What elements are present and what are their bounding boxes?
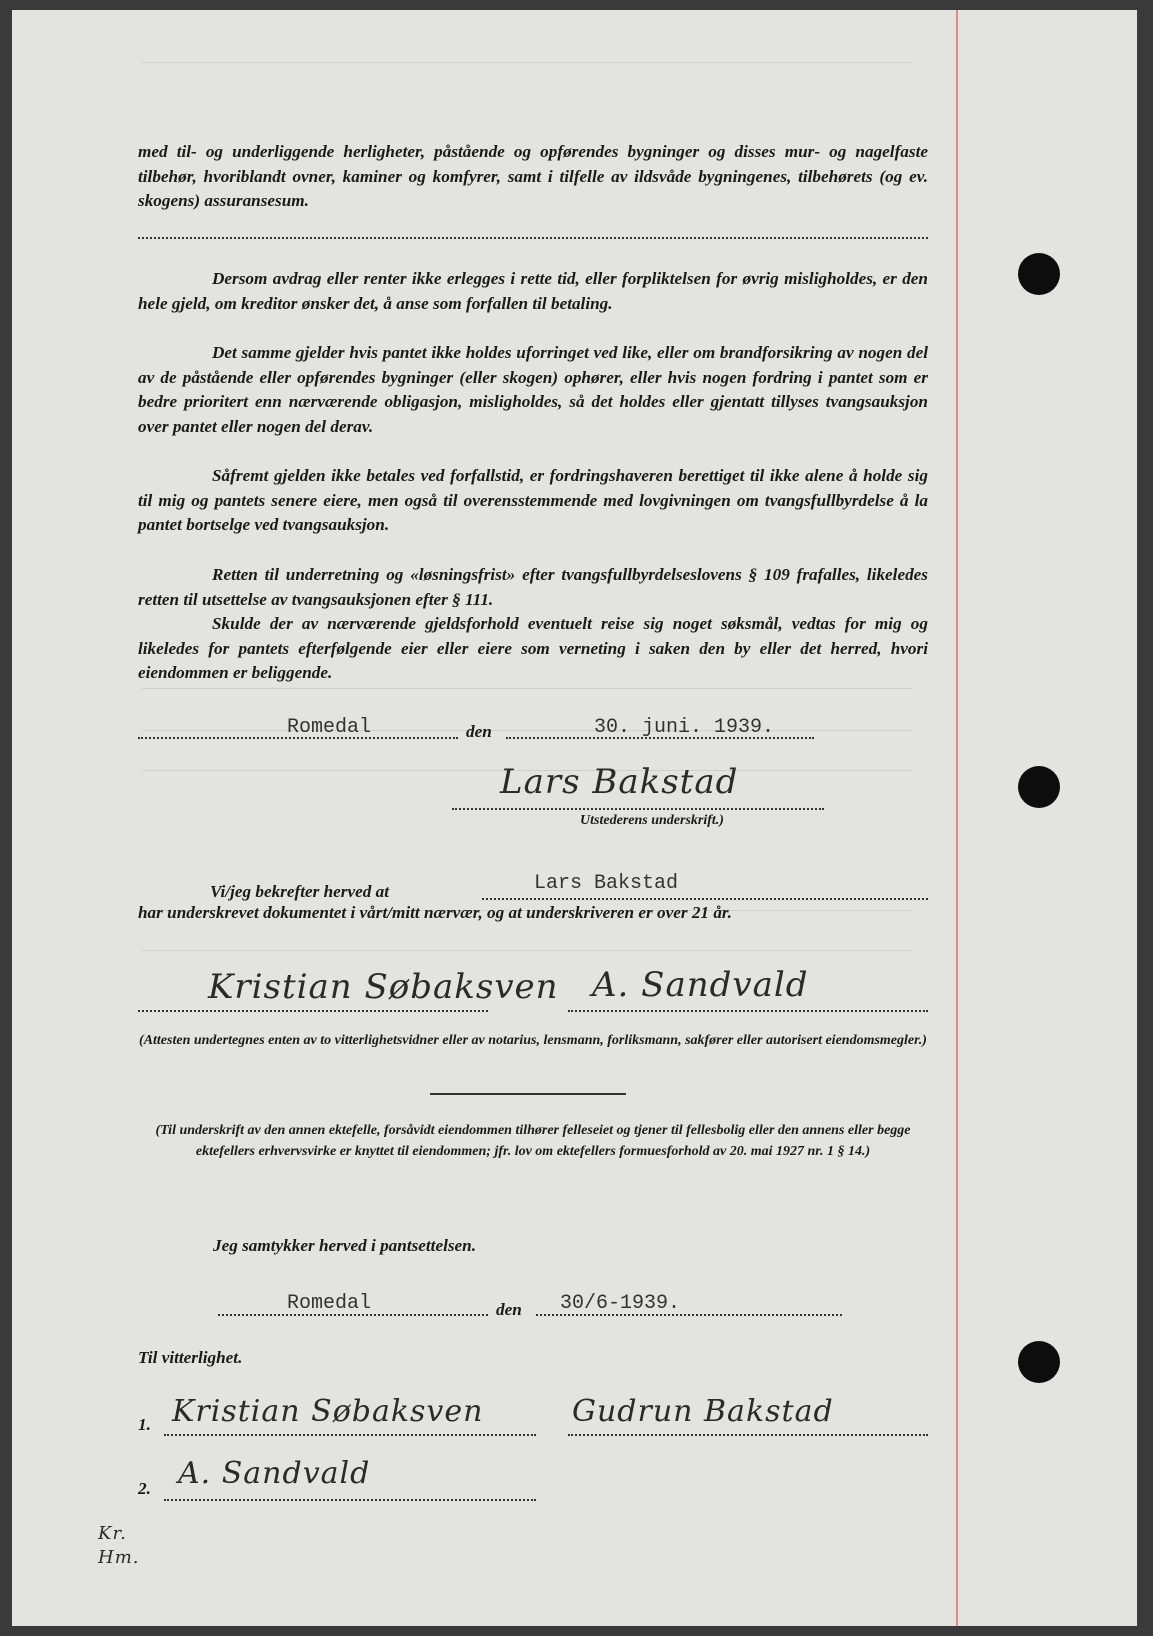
bleed-through-line xyxy=(142,62,912,63)
issuer-signature: Lars Bakstad xyxy=(500,762,739,802)
paragraph-pantet: Det samme gjelder hvis pantet ikke holdes uforringet ved like, eller om brandforsikring av nogen del av de påstående eller opførendes bygninger (eller skogen) ophører, eller hvis nogen fordring i pantet som er bedre prioritert enn nærværende obligasjon, misligholdes, så det holdes eller gjentatt tillyses tvangsauksjon over pantet eller nogen del derav. xyxy=(138,343,928,436)
document-page xyxy=(12,10,1137,1626)
place-value: Romedal xyxy=(287,716,372,739)
paragraph-losningsfrist: Retten til underretning og «løsningsfrist» efter tvangsfullbyrdelseslovens § 109 frafalles, likeledes retten til utsettelse av tvangsauksjonen efter § 111. xyxy=(138,565,928,609)
witness-num-2: 2. xyxy=(138,1479,151,1498)
paragraph-avdrag: Dersom avdrag eller renter ikke erlegges i rette tid, eller forpliktelsen for øvrig misligholdes, er den hele gjeld, om kreditor ønsker det, å anse som forfallen til betaling. xyxy=(138,269,928,313)
witness-heading: Til vitterlighet. xyxy=(138,1348,243,1367)
spouse-signature: Gudrun Bakstad xyxy=(572,1394,834,1429)
witness-signature-2: A. Sandvald xyxy=(592,965,809,1005)
den2-label: den xyxy=(496,1300,522,1319)
confirm-dotline xyxy=(482,898,928,900)
witness-signature-1: Kristian Søbaksven xyxy=(208,967,559,1007)
punch-hole xyxy=(1018,1341,1060,1383)
paragraph-forfallstid: Såfremt gjelden ikke betales ved forfallstid, er fordringshaveren berettiget til ikke alene å holde sig til mig og pantets senere eiere, men også til overensstemmende med lovgivningen om tvangsfullbyrdelse å la pantet bortselge ved tvangsauksjon. xyxy=(138,466,928,534)
spouse-caption: (Til underskrift av den annen ektefelle, forsåvidt eiendommen tilhører felleseiet og tjener til fellesbolig eller den annens eller begge ektefellers erhvervsvirke er knyttet til eiendommen; jfr. lov om ektefellers formuesforhold av 20. mai 1927 nr. 1 § 14.) xyxy=(155,1123,911,1159)
den-label: den xyxy=(466,722,492,741)
confirm-name: Lars Bakstad xyxy=(534,872,679,895)
confirm-prefix: Vi/jeg bekrefter herved at xyxy=(210,882,389,901)
spouse-dotline xyxy=(568,1434,928,1436)
attest-caption: (Attesten undertegnes enten av to vitterlighetsvidner eller av notarius, lensmann, forliksmann, sakfører eller autorisert eiendomsmegler.) xyxy=(139,1033,927,1048)
witness-line2-dotline xyxy=(164,1499,536,1501)
separator-dotted xyxy=(138,237,928,239)
date-value: 30. juni. 1939. xyxy=(594,716,775,739)
punch-hole xyxy=(1018,766,1060,808)
paragraph-herligheter: med til- og underliggende herligheter, påstående og opførendes bygninger og disses mur- og nagelfaste tilbehør, hvoriblandt ovner, kaminer og komfyrer, samt i tilfelle av ildsvåde bygningenes, tilbehørets (og ev. skogens) assuransesum. xyxy=(138,142,928,210)
spouse-signature-line xyxy=(430,1093,626,1095)
red-margin-line xyxy=(956,10,958,1626)
margin-initials: Kr. Hm. xyxy=(98,1523,140,1568)
witness-line2-signature: A. Sandvald xyxy=(178,1456,371,1491)
date2-value: 30/6-1939. xyxy=(560,1292,681,1315)
place2-value: Romedal xyxy=(287,1292,372,1315)
consent-text: Jeg samtykker herved i pantsettelsen. xyxy=(213,1236,477,1255)
issuer-caption: Utstederens underskrift.) xyxy=(580,813,724,828)
witness-dotline-1 xyxy=(138,1010,488,1012)
bleed-through-line xyxy=(142,730,912,731)
witness-dotline-2 xyxy=(568,1010,928,1012)
paragraph-verneting: Skulde der av nærværende gjeldsforhold eventuelt reise sig noget søksmål, vedtas for mig og likeledes for pantets efterfølgende eier eller eiere som verneting i saken den by eller det herred, hvori eiendommen er beliggende. xyxy=(138,614,928,682)
witness-num-1: 1. xyxy=(138,1415,151,1434)
confirm-rest: har underskrevet dokumentet i vårt/mitt nærvær, og at underskriveren er over 21 år. xyxy=(138,903,732,922)
witness-line1-dotline xyxy=(164,1434,536,1436)
witness-line1-signature: Kristian Søbaksven xyxy=(172,1394,484,1429)
punch-hole xyxy=(1018,253,1060,295)
bleed-through-line xyxy=(142,688,912,689)
bleed-through-line xyxy=(142,950,912,951)
